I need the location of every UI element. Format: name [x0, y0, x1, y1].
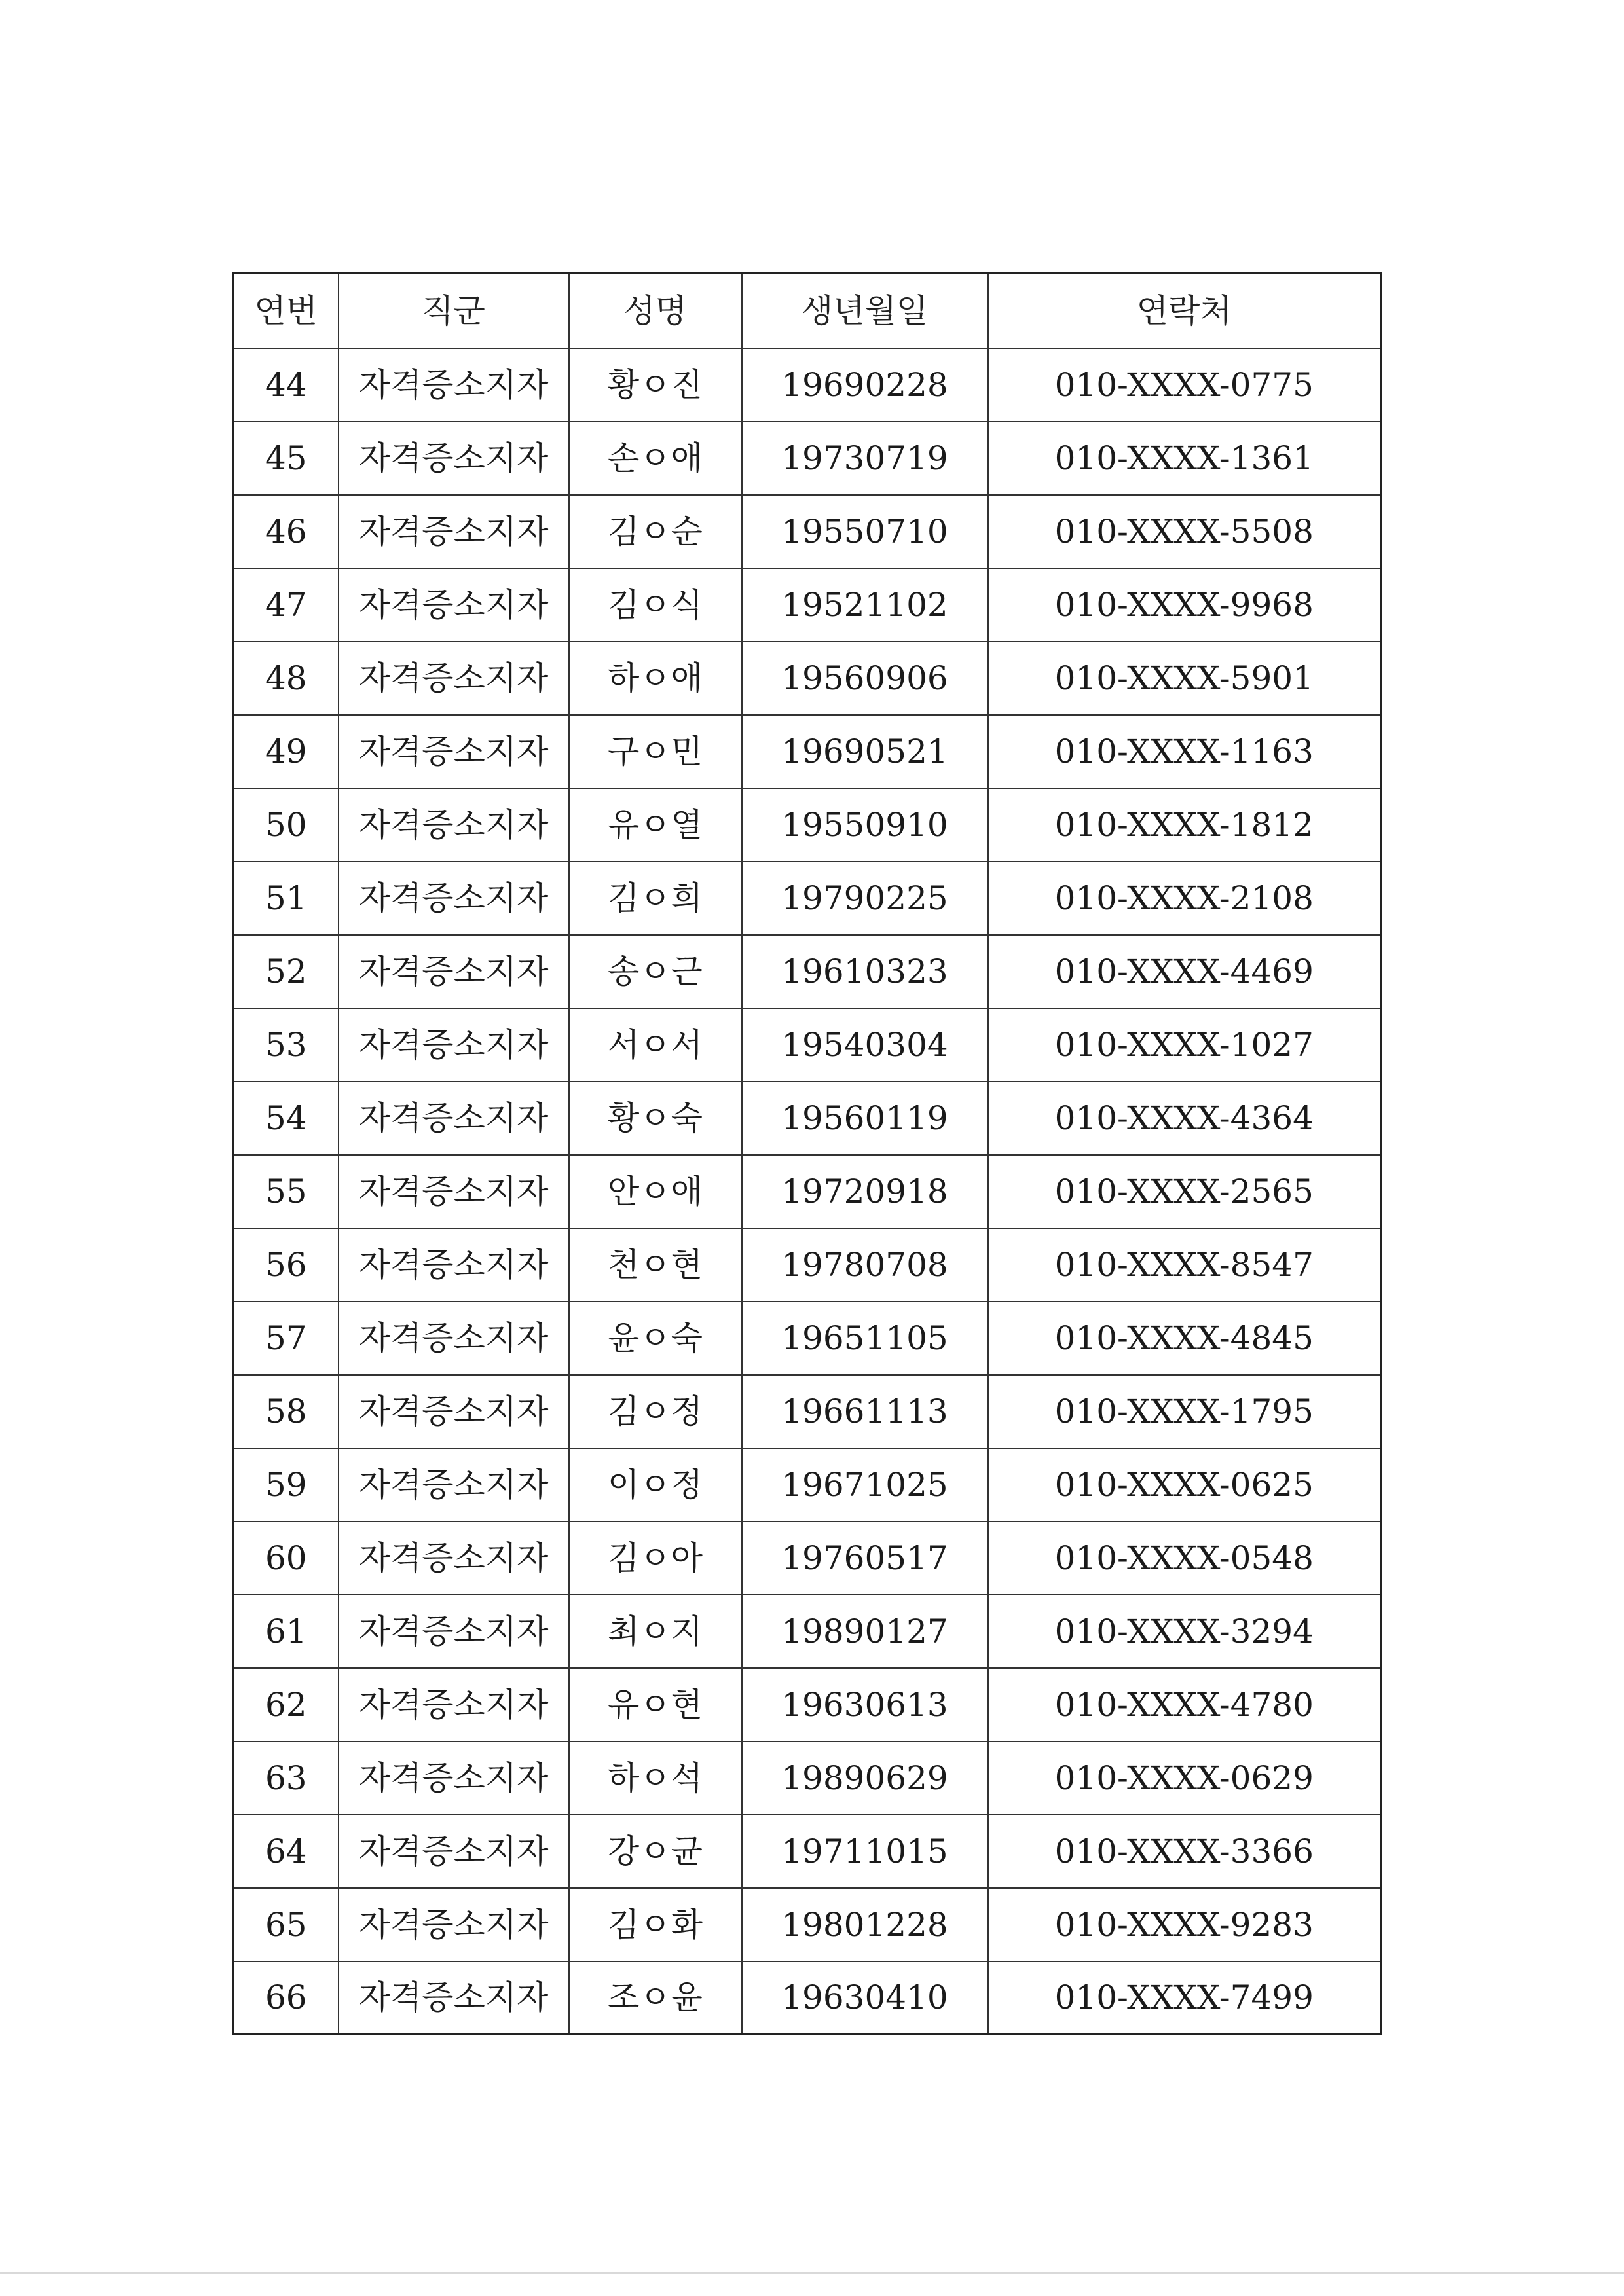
cell-name: 김ㅇ희	[569, 862, 742, 935]
table-row	[234, 348, 1381, 422]
table-row	[234, 1155, 1381, 1228]
cell-name: 김ㅇ화	[569, 1888, 742, 1961]
cell-birthdate: 19760517	[742, 1522, 988, 1595]
cell-birthdate: 19790225	[742, 862, 988, 935]
cell-contact: 010-XXXX-5901	[988, 642, 1381, 715]
cell-serial-number: 64	[234, 1815, 339, 1888]
cell-birthdate: 19780708	[742, 1228, 988, 1302]
cell-serial-number: 57	[234, 1302, 339, 1375]
cell-name: 안ㅇ애	[569, 1155, 742, 1228]
cell-serial-number: 62	[234, 1668, 339, 1741]
cell-job-group: 자격증소지자	[339, 1595, 569, 1668]
cell-name: 유ㅇ현	[569, 1668, 742, 1741]
cell-job-group: 자격증소지자	[339, 715, 569, 788]
cell-birthdate: 19661113	[742, 1375, 988, 1448]
cell-name: 손ㅇ애	[569, 422, 742, 495]
cell-birthdate: 19801228	[742, 1888, 988, 1961]
cell-contact: 010-XXXX-7499	[988, 1961, 1381, 2035]
cell-contact: 010-XXXX-1361	[988, 422, 1381, 495]
cell-job-group: 자격증소지자	[339, 788, 569, 862]
cell-birthdate: 19890629	[742, 1741, 988, 1815]
cell-birthdate: 19560119	[742, 1082, 988, 1155]
cell-job-group: 자격증소지자	[339, 1668, 569, 1741]
cell-birthdate: 19560906	[742, 642, 988, 715]
cell-job-group: 자격증소지자	[339, 642, 569, 715]
cell-job-group: 자격증소지자	[339, 1082, 569, 1155]
cell-serial-number: 61	[234, 1595, 339, 1668]
cell-serial-number: 52	[234, 935, 339, 1008]
cell-birthdate: 19651105	[742, 1302, 988, 1375]
cell-contact: 010-XXXX-4469	[988, 935, 1381, 1008]
cell-name: 강ㅇ균	[569, 1815, 742, 1888]
cell-birthdate: 19610323	[742, 935, 988, 1008]
cell-contact: 010-XXXX-2108	[988, 862, 1381, 935]
cell-serial-number: 45	[234, 422, 339, 495]
cell-contact: 010-XXXX-3366	[988, 1815, 1381, 1888]
table-row	[234, 1815, 1381, 1888]
header-job-group: 직군	[339, 274, 569, 348]
cell-contact: 010-XXXX-9968	[988, 568, 1381, 642]
cell-job-group: 자격증소지자	[339, 862, 569, 935]
cell-name: 황ㅇ숙	[569, 1082, 742, 1155]
cell-name: 하ㅇ애	[569, 642, 742, 715]
cell-birthdate: 19550710	[742, 495, 988, 568]
header-contact: 연락처	[988, 274, 1381, 348]
cell-name: 서ㅇ서	[569, 1008, 742, 1082]
cell-birthdate: 19711015	[742, 1815, 988, 1888]
cell-name: 송ㅇ근	[569, 935, 742, 1008]
cell-name: 윤ㅇ숙	[569, 1302, 742, 1375]
cell-name: 황ㅇ진	[569, 348, 742, 422]
cell-contact: 010-XXXX-5508	[988, 495, 1381, 568]
cell-job-group: 자격증소지자	[339, 1961, 569, 2035]
cell-contact: 010-XXXX-4364	[988, 1082, 1381, 1155]
cell-name: 김ㅇ정	[569, 1375, 742, 1448]
table-row	[234, 1228, 1381, 1302]
cell-name: 최ㅇ지	[569, 1595, 742, 1668]
cell-contact: 010-XXXX-1812	[988, 788, 1381, 862]
cell-job-group: 자격증소지자	[339, 1522, 569, 1595]
cell-contact: 010-XXXX-1163	[988, 715, 1381, 788]
table-row	[234, 1888, 1381, 1961]
table-row	[234, 422, 1381, 495]
table-row	[234, 1595, 1381, 1668]
table-row	[234, 1961, 1381, 2035]
table-row	[234, 1302, 1381, 1375]
cell-birthdate: 19730719	[742, 422, 988, 495]
personnel-table	[232, 272, 1382, 2035]
cell-serial-number: 50	[234, 788, 339, 862]
cell-contact: 010-XXXX-0629	[988, 1741, 1381, 1815]
cell-contact: 010-XXXX-1795	[988, 1375, 1381, 1448]
cell-serial-number: 63	[234, 1741, 339, 1815]
cell-contact: 010-XXXX-4845	[988, 1302, 1381, 1375]
cell-birthdate: 19540304	[742, 1008, 988, 1082]
cell-serial-number: 44	[234, 348, 339, 422]
cell-contact: 010-XXXX-2565	[988, 1155, 1381, 1228]
cell-birthdate: 19550910	[742, 788, 988, 862]
cell-birthdate: 19690521	[742, 715, 988, 788]
cell-serial-number: 49	[234, 715, 339, 788]
table-row	[234, 715, 1381, 788]
cell-job-group: 자격증소지자	[339, 1375, 569, 1448]
table-row	[234, 642, 1381, 715]
cell-name: 유ㅇ열	[569, 788, 742, 862]
table-row	[234, 1375, 1381, 1448]
cell-job-group: 자격증소지자	[339, 348, 569, 422]
cell-name: 김ㅇ식	[569, 568, 742, 642]
cell-contact: 010-XXXX-0625	[988, 1448, 1381, 1522]
table-row	[234, 1448, 1381, 1522]
table-row	[234, 1082, 1381, 1155]
cell-job-group: 자격증소지자	[339, 1302, 569, 1375]
cell-job-group: 자격증소지자	[339, 1448, 569, 1522]
cell-job-group: 자격증소지자	[339, 495, 569, 568]
cell-birthdate: 19630410	[742, 1961, 988, 2035]
header-row	[234, 274, 1381, 348]
cell-serial-number: 54	[234, 1082, 339, 1155]
cell-name: 하ㅇ석	[569, 1741, 742, 1815]
table-header	[234, 274, 1381, 348]
cell-job-group: 자격증소지자	[339, 1815, 569, 1888]
cell-serial-number: 53	[234, 1008, 339, 1082]
cell-contact: 010-XXXX-0775	[988, 348, 1381, 422]
cell-birthdate: 19671025	[742, 1448, 988, 1522]
cell-contact: 010-XXXX-1027	[988, 1008, 1381, 1082]
cell-job-group: 자격증소지자	[339, 422, 569, 495]
table-row	[234, 862, 1381, 935]
cell-birthdate: 19890127	[742, 1595, 988, 1668]
cell-serial-number: 48	[234, 642, 339, 715]
table-row	[234, 788, 1381, 862]
cell-job-group: 자격증소지자	[339, 1228, 569, 1302]
header-serial-number: 연번	[234, 274, 339, 348]
cell-contact: 010-XXXX-4780	[988, 1668, 1381, 1741]
cell-job-group: 자격증소지자	[339, 1155, 569, 1228]
cell-job-group: 자격증소지자	[339, 1008, 569, 1082]
cell-name: 김ㅇ순	[569, 495, 742, 568]
cell-serial-number: 47	[234, 568, 339, 642]
cell-birthdate: 19720918	[742, 1155, 988, 1228]
table-row	[234, 1741, 1381, 1815]
table-row	[234, 568, 1381, 642]
cell-serial-number: 59	[234, 1448, 339, 1522]
cell-birthdate: 19690228	[742, 348, 988, 422]
header-birthdate: 생년월일	[742, 274, 988, 348]
table-row	[234, 1008, 1381, 1082]
scan-edge-line	[0, 2272, 1624, 2274]
cell-job-group: 자격증소지자	[339, 1888, 569, 1961]
cell-name: 천ㅇ현	[569, 1228, 742, 1302]
cell-serial-number: 46	[234, 495, 339, 568]
table-row	[234, 1522, 1381, 1595]
table-row	[234, 1668, 1381, 1741]
cell-contact: 010-XXXX-9283	[988, 1888, 1381, 1961]
header-name: 성명	[569, 274, 742, 348]
cell-serial-number: 60	[234, 1522, 339, 1595]
cell-birthdate: 19630613	[742, 1668, 988, 1741]
cell-serial-number: 65	[234, 1888, 339, 1961]
table-body	[234, 348, 1381, 2035]
cell-contact: 010-XXXX-3294	[988, 1595, 1381, 1668]
cell-contact: 010-XXXX-0548	[988, 1522, 1381, 1595]
cell-name: 이ㅇ정	[569, 1448, 742, 1522]
cell-contact: 010-XXXX-8547	[988, 1228, 1381, 1302]
table-row	[234, 935, 1381, 1008]
cell-job-group: 자격증소지자	[339, 1741, 569, 1815]
cell-serial-number: 55	[234, 1155, 339, 1228]
cell-name: 김ㅇ아	[569, 1522, 742, 1595]
cell-job-group: 자격증소지자	[339, 935, 569, 1008]
cell-serial-number: 56	[234, 1228, 339, 1302]
cell-job-group: 자격증소지자	[339, 568, 569, 642]
cell-name: 조ㅇ윤	[569, 1961, 742, 2035]
cell-serial-number: 51	[234, 862, 339, 935]
cell-serial-number: 58	[234, 1375, 339, 1448]
table-row	[234, 495, 1381, 568]
cell-birthdate: 19521102	[742, 568, 988, 642]
cell-name: 구ㅇ민	[569, 715, 742, 788]
cell-serial-number: 66	[234, 1961, 339, 2035]
